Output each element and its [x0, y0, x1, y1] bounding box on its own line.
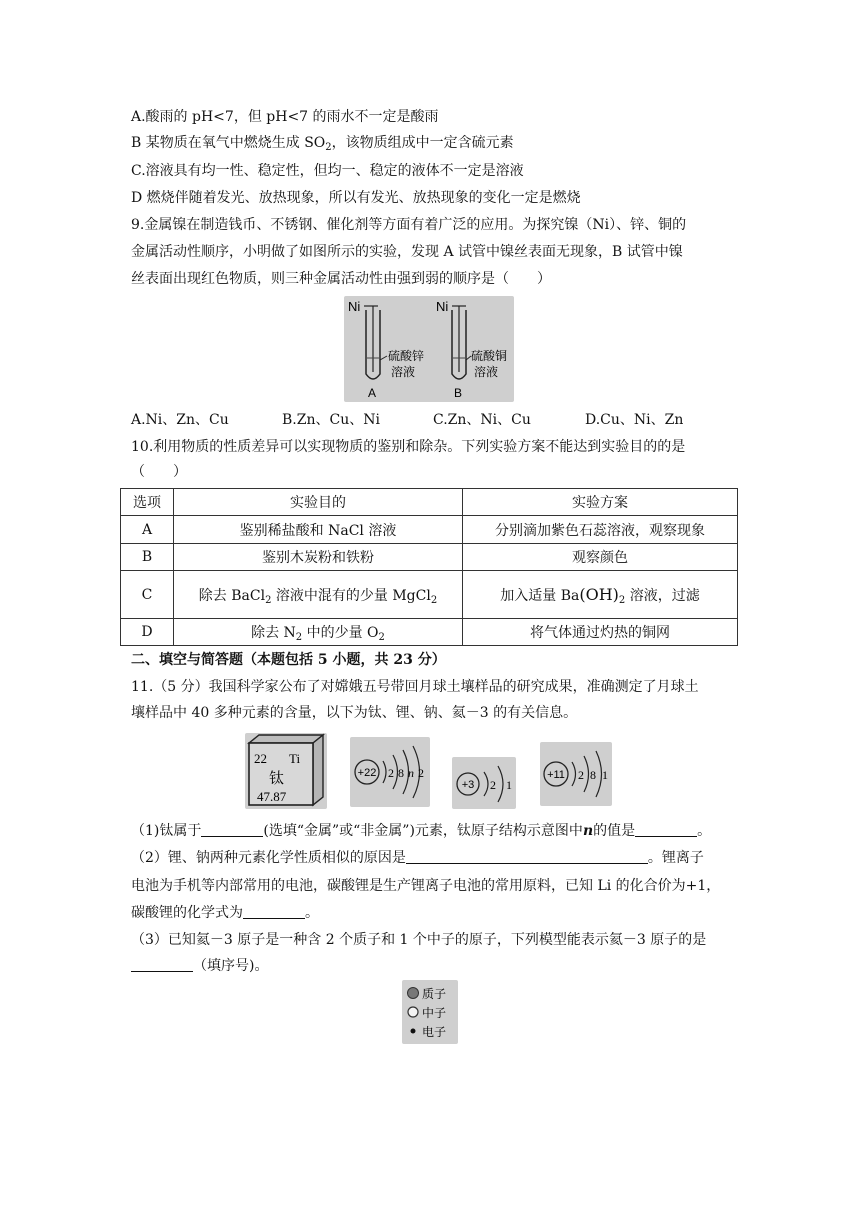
row-d-option: D [121, 619, 174, 646]
q8-option-d: D 燃烧伴随着发光、放热现象，所以有发光、放热现象的变化一定是燃烧 [131, 190, 581, 206]
table-header-row [121, 489, 738, 516]
q11-intro-2: 壤样品中 40 多种元素的含量，以下为钛、锂、钠、氦－3 的有关信息。 [131, 705, 578, 721]
q11-part-2: （2）锂、钠两种元素化学性质相似的原因是 。锂离子 [131, 850, 704, 866]
q9-line-2: 金属活动性顺序，小明做了如图所示的实验，发现 A 试管中镍丝表面无现象，B 试管中镍 [131, 244, 683, 260]
row-a-goal: 鉴别稀盐酸和 NaCl 溶液 [174, 516, 463, 544]
q9-option-d: D.Cu、Ni、Zn [585, 412, 684, 428]
q8-option-a: A.酸雨的 pH<7，但 pH<7 的雨水不一定是酸雨 [131, 109, 439, 125]
tube-b-metal: Ni [436, 299, 449, 314]
row-c-option: C [121, 571, 174, 619]
q9-option-a: A.Ni、Zn、Cu [131, 412, 229, 428]
row-d-goal: 除去 $N_2$ 中的少量 $O_2$ [174, 619, 463, 646]
q8-option-c: C.溶液具有均一性、稳定性，但均一、稳定的液体不一定是溶液 [131, 163, 524, 179]
na-shell-3: 1 [602, 768, 608, 782]
table-row [121, 544, 738, 571]
ti-shell-3: n [408, 766, 414, 780]
q9-option-c: C.Zn、Ni、Cu [433, 412, 531, 428]
table-row [121, 516, 738, 544]
row-c-plan: 加入适量 $Ba(OH)_2$ 溶液，过滤 [463, 571, 738, 619]
proton-icon [408, 988, 419, 999]
table-row [121, 619, 738, 646]
tube-a-label: A [368, 386, 377, 400]
legend-proton: 质子 [422, 987, 447, 1001]
tube-a-metal: Ni [348, 299, 361, 314]
experiment-table [120, 488, 738, 646]
particle-legend [402, 980, 458, 1044]
answer-blank-1[interactable] [201, 822, 263, 837]
q10-line-1: 10.利用物质的性质差异可以实现物质的鉴别和除杂。下列实验方案不能达到实验目的的是 [131, 439, 686, 455]
li-shell-1: 2 [490, 778, 496, 792]
q9-option-b: B.Zn、Cu、Ni [282, 412, 380, 428]
q9-line-3: 丝表面出现红色物质，则三种金属活动性由强到弱的顺序是（ ） [131, 271, 551, 287]
ti-nucleus-charge: +22 [357, 767, 377, 779]
na-nucleus-charge: +11 [547, 769, 565, 781]
tube-a-solution-2: 溶液 [391, 365, 416, 379]
element-symbol: Ti [289, 751, 301, 766]
q11-intro-1: 11.（5 分）我国科学家公布了对嫦娥五号带回月球土壤样品的研究成果，准确测定了月球土 [131, 679, 699, 695]
tube-b-label: B [454, 386, 463, 400]
header-plan: 实验方案 [463, 489, 738, 516]
q10-line-2: （ ） [131, 464, 187, 480]
ti-shell-1: 2 [388, 766, 394, 780]
q11-part-3: （3）已知氦－3 原子是一种含 2 个质子和 1 个中子的原子，下列模型能表示氦－3 原子的是 [131, 932, 707, 948]
row-b-plan: 观察颜色 [463, 544, 738, 571]
q11-part-2-line-2: 电池为手机等内部常用的电池，碳酸锂是生产锂离子电池的常用原料，已知 Li 的化合价为+1， [131, 878, 721, 894]
legend-electron: 电子 [422, 1025, 447, 1039]
q9-line-1: 9.金属镍在制造钱币、不锈钢、催化剂等方面有着广泛的应用。为探究镍（Ni）、锌、铜的 [131, 217, 687, 233]
tube-a-solution-1: 硫酸锌 [388, 349, 425, 363]
answer-blank-2[interactable] [635, 822, 697, 837]
section-2-title: 二、填空与简答题（本题包括 5 小题，共 23 分） [131, 652, 446, 668]
answer-blank-4[interactable] [243, 904, 305, 919]
q11-part-3-line-2: （填序号)。 [131, 956, 268, 976]
neutron-icon [408, 1007, 418, 1017]
row-a-plan: 分别滴加紫色石蕊溶液，观察现象 [463, 516, 738, 544]
q8-option-b: B 某物质在氧气中燃烧生成 $SO_2$，该物质组成中一定含硫元素 [131, 135, 514, 153]
answer-blank-5[interactable] [131, 957, 193, 972]
row-a-option: A [121, 516, 174, 544]
row-d-plan: 将气体通过灼热的铜网 [463, 619, 738, 646]
element-number: 22 [254, 751, 267, 766]
ti-shell-2: 8 [398, 766, 404, 780]
row-c-goal: 除去 BaCl$_2$ 溶液中混有的少量 MgCl$_2$ [174, 571, 463, 619]
titanium-element-card [245, 733, 327, 809]
tube-b-solution-2: 溶液 [474, 365, 499, 379]
titanium-atom-diagram [350, 737, 430, 807]
ti-shell-4: 2 [418, 766, 424, 780]
element-mass: 47.87 [257, 789, 287, 804]
lithium-atom-diagram [452, 757, 516, 809]
li-shell-2: 1 [506, 778, 512, 792]
electron-icon [411, 1029, 416, 1034]
q11-part-1: （1)钛属于 (选填“金属”或“非金属”)元素，钛原子结构示意图中n的值是 。 [131, 823, 712, 839]
sodium-atom-diagram [540, 742, 612, 806]
row-b-option: B [121, 544, 174, 571]
tube-b-solution-1: 硫酸铜 [471, 349, 508, 363]
na-shell-1: 2 [578, 768, 584, 782]
row-b-goal: 鉴别木炭粉和铁粉 [174, 544, 463, 571]
na-shell-2: 8 [590, 768, 596, 782]
legend-neutron: 中子 [422, 1006, 447, 1020]
li-nucleus-charge: +3 [461, 779, 475, 791]
test-tube-figure [344, 296, 514, 402]
header-goal: 实验目的 [174, 489, 463, 516]
q11-part-2-line-3: 碳酸锂的化学式为 。 [131, 905, 319, 921]
q9-options [131, 410, 731, 430]
header-option: 选项 [121, 489, 174, 516]
element-name: 钛 [269, 769, 285, 787]
answer-blank-3[interactable] [406, 849, 648, 864]
table-row [121, 571, 738, 619]
